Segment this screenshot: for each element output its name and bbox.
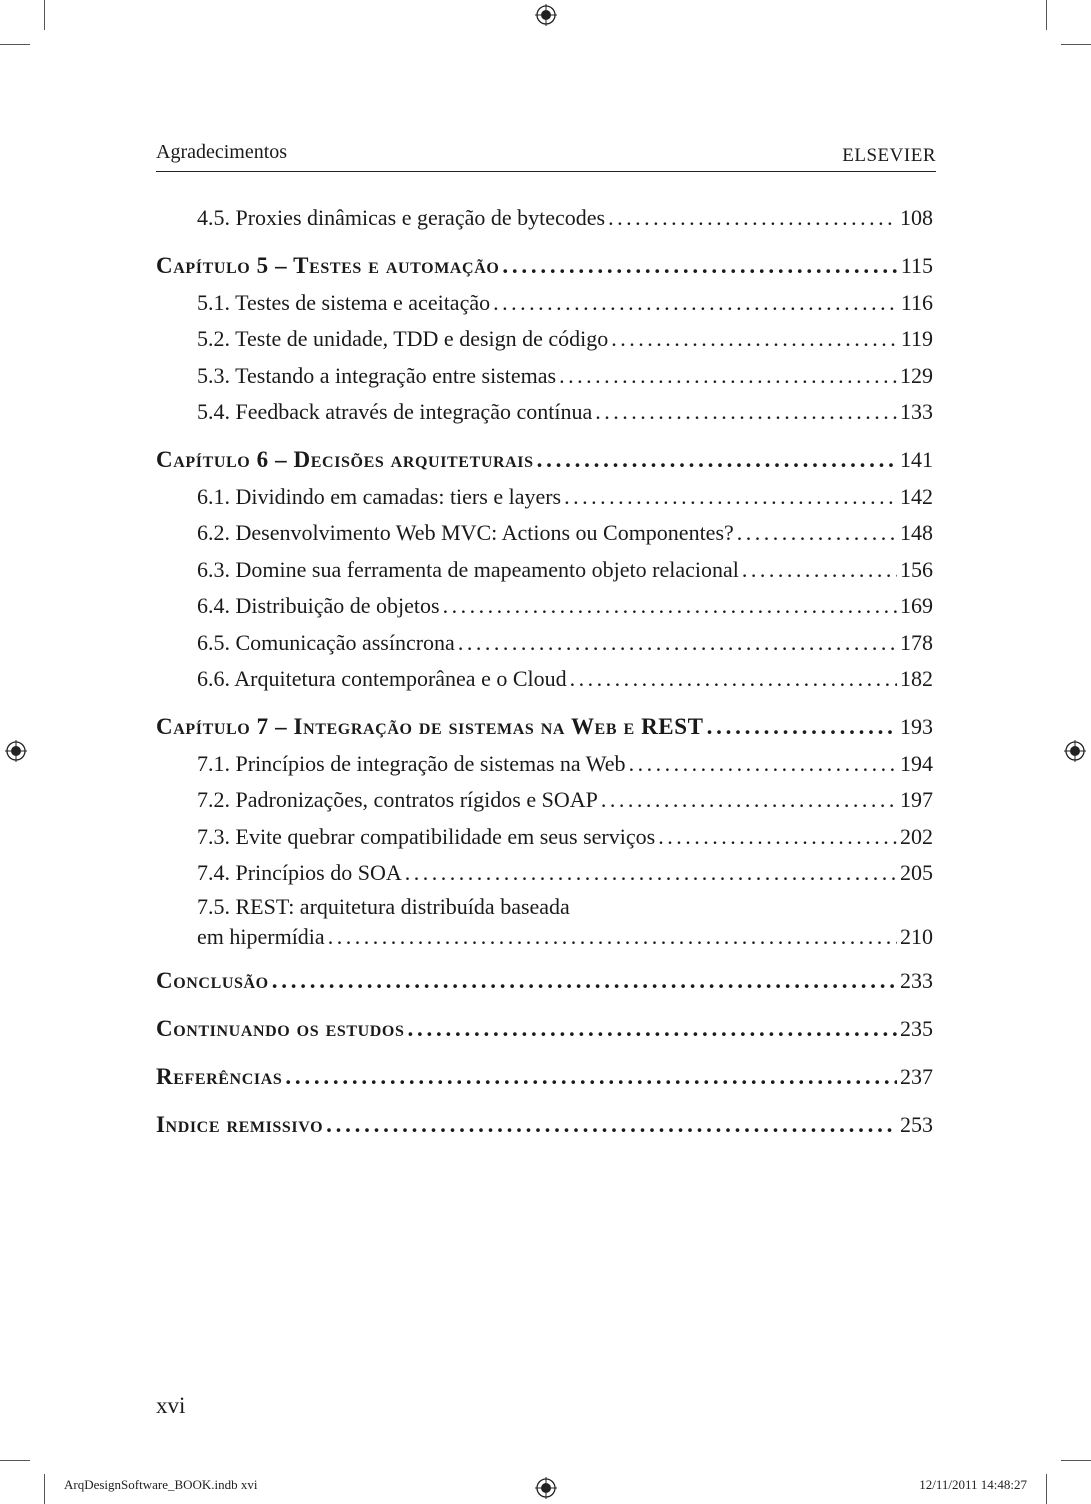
toc-chapter-row <box>156 248 933 285</box>
toc-page-number: 194 <box>900 750 933 776</box>
registration-mark-icon <box>535 1477 557 1499</box>
toc-entry-title: 6.5. Comunicação assíncrona <box>197 629 455 655</box>
dot-leader <box>458 625 897 662</box>
dot-leader <box>559 358 897 395</box>
toc-entry-title: 6.1. Dividindo em camadas: tiers e layers <box>197 483 562 509</box>
toc-page-number: 108 <box>900 205 933 230</box>
toc-section-row <box>156 394 933 431</box>
toc-page-number: 210 <box>900 923 933 949</box>
toc-entry-title: 5.1. Testes de sistema e aceitação <box>197 289 491 315</box>
running-head <box>156 141 936 172</box>
toc-page-number: 182 <box>900 666 933 691</box>
toc-page-number: 197 <box>900 787 933 812</box>
toc-entry-title: Referências <box>156 1064 283 1089</box>
toc-entry-title: 7.3. Evite quebrar compatibilidade em seus serviços <box>197 823 656 849</box>
toc-chapter-row <box>156 1107 933 1144</box>
toc-section-row <box>156 625 933 662</box>
toc-entry-title: 5.3. Testando a integração entre sistemas <box>197 362 557 388</box>
dot-leader <box>493 285 898 322</box>
toc-entry-title: 6.6. Arquitetura contemporânea e o Cloud <box>197 666 567 691</box>
toc-entry-title: 6.2. Desenvolvimento Web MVC: Actions ou Componentes? <box>197 520 734 545</box>
dot-leader <box>537 442 897 479</box>
toc-entry-title: 6.3. Domine sua ferramenta de mapeamento objeto relacional <box>197 556 739 582</box>
crop-mark <box>1061 44 1091 45</box>
dot-leader <box>272 963 897 1000</box>
toc-section-row <box>156 552 933 589</box>
toc-page-number: 205 <box>900 860 933 885</box>
dot-leader <box>285 1059 897 1096</box>
toc-entry-title: 7.2. Padronizações, contratos rígidos e SOAP <box>197 787 598 812</box>
toc-chapter-row <box>156 442 933 479</box>
toc-chapter-row <box>156 709 933 746</box>
toc-entry-title: 4.5. Proxies dinâmicas e geração de bytecodes <box>197 205 606 230</box>
toc-section-row <box>156 922 933 952</box>
toc-chapter-row <box>156 1059 933 1096</box>
toc-section-row <box>156 200 933 237</box>
toc-section-row <box>156 892 933 922</box>
slug-timestamp: 12/11/2011 14:48:27 <box>919 1477 1027 1492</box>
registration-mark-icon <box>5 740 27 762</box>
toc-section-row <box>156 515 933 552</box>
toc-page-number: 253 <box>900 1112 933 1137</box>
toc-chapter-row <box>156 1011 933 1048</box>
dot-leader <box>407 1011 897 1048</box>
crop-mark <box>44 1474 45 1504</box>
toc-page-number: 142 <box>900 483 933 509</box>
dot-leader <box>564 479 897 516</box>
toc-section-row <box>156 661 933 698</box>
toc-entry-title: 7.1. Princípios de integração de sistemas na Web <box>197 750 626 776</box>
dot-leader <box>595 394 897 431</box>
toc-entry-title: Capítulo 7 – Integração de sistemas na Web e REST <box>156 714 704 739</box>
toc-page-number: 235 <box>900 1016 933 1041</box>
toc-page-number: 169 <box>900 593 933 618</box>
dot-leader <box>629 746 897 783</box>
toc-page-number: 233 <box>900 968 933 993</box>
slug-filename: ArqDesignSoftware_BOOK.indb xvi <box>64 1477 258 1492</box>
toc-entry-title: Capítulo 6 – Decisões arquiteturais <box>156 447 534 472</box>
toc-page-number: 129 <box>900 362 933 388</box>
toc-section-row <box>156 782 933 819</box>
dot-leader <box>443 588 897 625</box>
dot-leader <box>328 922 897 952</box>
toc-page-number: 119 <box>900 326 933 351</box>
toc-page-number: 141 <box>900 447 933 472</box>
dot-leader <box>742 552 897 589</box>
toc-entry-title: Continuando os estudos <box>156 1016 405 1041</box>
dot-leader <box>737 515 897 552</box>
table-of-contents <box>156 200 933 1144</box>
toc-page-number: 193 <box>900 714 933 739</box>
toc-entry-title: Conclusão <box>156 968 269 993</box>
toc-section-row <box>156 285 933 322</box>
crop-mark <box>0 1460 30 1461</box>
dot-leader <box>326 1107 897 1144</box>
toc-section-row <box>156 746 933 783</box>
page-number: xvi <box>156 1393 186 1418</box>
toc-entry-title: 6.4. Distribuição de objetos <box>197 593 440 618</box>
registration-mark-icon <box>535 4 557 26</box>
dot-leader <box>707 709 897 746</box>
toc-section-row <box>156 321 933 358</box>
dot-leader <box>658 819 897 856</box>
crop-mark <box>1046 0 1047 30</box>
toc-page-number: 156 <box>900 556 933 582</box>
toc-entry-title: 7.5. REST: arquitetura distribuída baseada <box>197 893 570 919</box>
dot-leader <box>611 321 898 358</box>
toc-entry-title: 5.4. Feedback através de integração contínua <box>197 399 593 424</box>
toc-page-number: 178 <box>900 629 933 655</box>
toc-entry-title: Indice remissivo <box>156 1112 324 1137</box>
toc-entry-title: 5.2. Teste de unidade, TDD e design de código <box>197 326 609 351</box>
dot-leader <box>502 248 897 285</box>
publisher-name: ELSEVIER <box>842 145 936 166</box>
registration-mark-icon <box>1064 740 1086 762</box>
dot-leader <box>405 855 897 892</box>
crop-mark <box>1061 1460 1091 1461</box>
dot-leader <box>601 782 897 819</box>
crop-mark <box>1046 1474 1047 1504</box>
dot-leader <box>608 200 897 237</box>
toc-page-number: 237 <box>900 1064 933 1089</box>
toc-page-number: 133 <box>900 399 933 424</box>
toc-chapter-row <box>156 963 933 1000</box>
toc-page-number: 115 <box>900 253 933 278</box>
toc-page-number: 202 <box>900 823 933 849</box>
toc-section-row <box>156 479 933 516</box>
dot-leader <box>570 661 897 698</box>
toc-section-row <box>156 588 933 625</box>
toc-section-row <box>156 855 933 892</box>
toc-section-row <box>156 358 933 395</box>
toc-entry-title-continued: em hipermídia <box>197 923 325 949</box>
toc-page-number: 148 <box>900 520 933 545</box>
running-head-title: Agradecimentos <box>156 141 288 163</box>
toc-entry-title: 7.4. Princípios do SOA <box>197 860 402 885</box>
crop-mark <box>0 44 30 45</box>
crop-mark <box>44 0 45 30</box>
toc-page-number: 116 <box>900 289 933 315</box>
toc-entry-title: Capítulo 5 – Testes e automação <box>156 253 500 278</box>
toc-section-row <box>156 819 933 856</box>
